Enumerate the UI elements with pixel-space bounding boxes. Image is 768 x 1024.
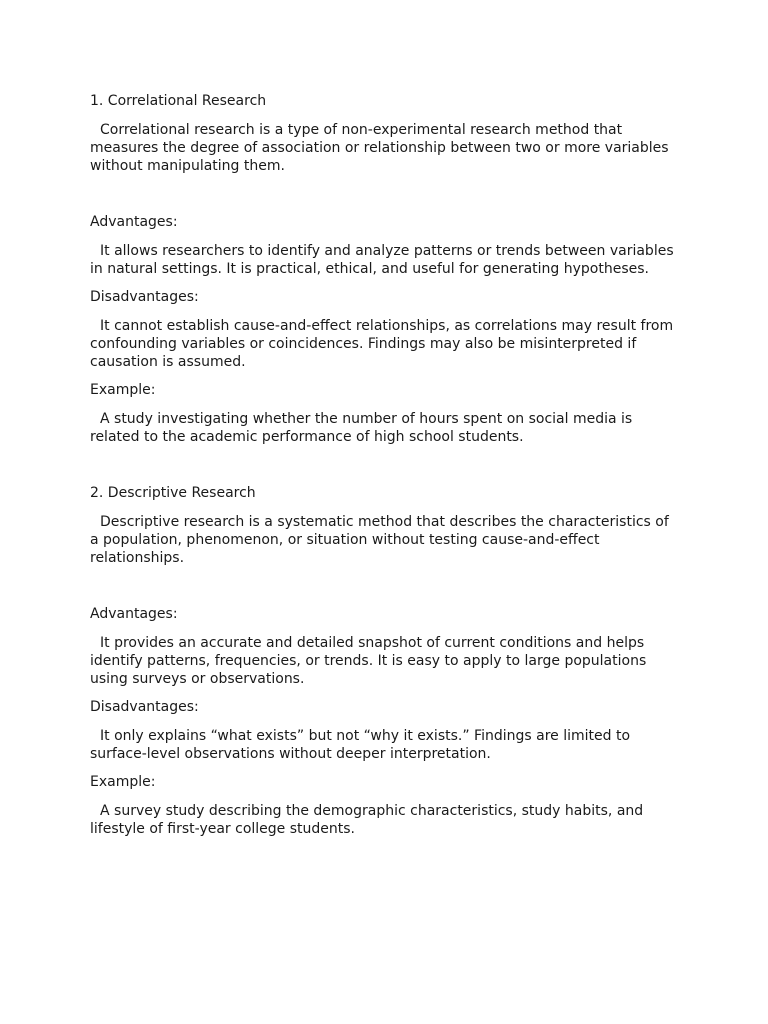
advantages-label: Advantages:	[90, 214, 178, 230]
example-text: A study investigating whether the number of hours spent on social media is related to the academic performance of high school students.	[90, 411, 633, 445]
section-correlational-research	[90, 92, 678, 446]
disadvantages-text: It only explains “what exists” but not “why it exists.” Findings are limited to surface-level observations without deeper interpretation.	[90, 728, 631, 762]
example-label: Example:	[90, 774, 156, 790]
disadvantages-label: Disadvantages:	[90, 289, 199, 305]
disadvantages-text: It cannot establish cause-and-effect relationships, as correlations may result from confounding variables or coincidences. Findings may also be misinterpreted if causation is assumed.	[90, 318, 674, 370]
section-title: 1. Correlational Research	[90, 93, 267, 109]
example-text: A survey study describing the demographic characteristics, study habits, and lifestyle of first-year college students.	[90, 803, 644, 837]
section-descriptive-research	[90, 484, 678, 838]
advantages-text: It allows researchers to identify and analyze patterns or trends between variables in natural settings. It is practical, ethical, and useful for generating hypotheses.	[90, 243, 674, 277]
advantages-text: It provides an accurate and detailed snapshot of current conditions and helps identify patterns, frequencies, or trends. It is easy to apply to large populations using surveys or observations.	[90, 635, 647, 687]
advantages-label: Advantages:	[90, 606, 178, 622]
example-label: Example:	[90, 382, 156, 398]
disadvantages-label: Disadvantages:	[90, 699, 199, 715]
section-title: 2. Descriptive Research	[90, 485, 256, 501]
section-description: Correlational research is a type of non-experimental research method that measures the degree of association or relationship between two or more variables without manipulating them.	[90, 122, 669, 174]
section-description: Descriptive research is a systematic method that describes the characteristics of a population, phenomenon, or situation without testing cause-and-effect relationships.	[90, 514, 669, 566]
